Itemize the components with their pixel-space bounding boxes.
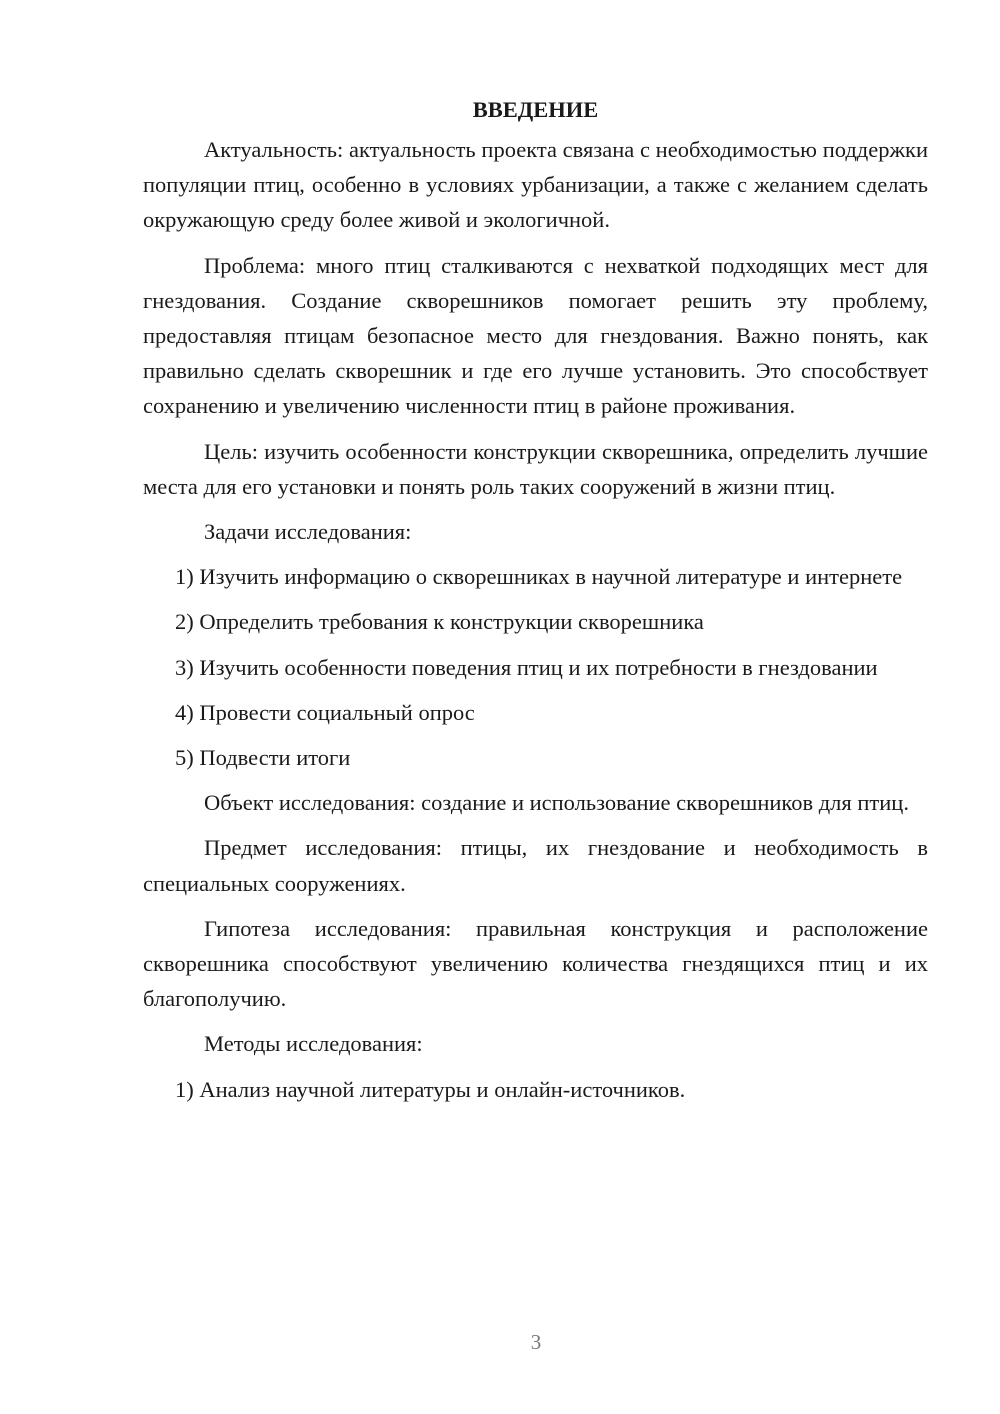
task-item-4: 4) Провести социальный опрос [175,699,475,725]
methods-title: Методы исследования: [204,1031,423,1057]
relevance-paragraph: Актуальность: актуальность проекта связана с необходимостью поддержки популяции птиц, особенно в условиях урбанизации, а также с желанием сделать окружающую среду более живой и экологичной. [143,137,928,233]
method-item-1: 1) Анализ научной литературы и онлайн-источников. [175,1076,686,1102]
subject-paragraph: Предмет исследования: птицы, их гнездование и необходимость в специальных сооружениях. [143,835,928,896]
problem-paragraph: Проблема: много птиц сталкиваются с нехваткой подходящих мест для гнездования. Создание скворешников помогает решить эту проблему, предоставляя птицам безопасное место для гнездования. Важно понять, как правильно сделать скворешник и где его лучше установить. Это способствует сохранению и увеличению численности птиц в районе проживания. [143,252,928,419]
hypothesis-paragraph: Гипотеза исследования: правильная конструкция и расположение скворешника способствуют увеличению количества гнездящихся птиц и их благополучию. [143,915,928,1012]
task-item-3: 3) Изучить особенности поведения птиц и их потребности в гнездовании [175,654,878,680]
object-paragraph: Объект исследования: создание и использование скворешников для птиц. [204,790,909,816]
page-content [143,92,928,1117]
task-item-5: 5) Подвести итоги [175,745,351,771]
tasks-title: Задачи исследования: [204,519,412,545]
goal-paragraph: Цель: изучить особенности конструкции скворешника, определить лучшие места для его установки и понять роль таких сооружений в жизни птиц. [143,438,928,499]
section-heading: ВВЕДЕНИЕ [472,97,599,122]
task-item-1: 1) Изучить информацию о скворешниках в научной литературе и интернете [175,564,903,590]
task-item-2: 2) Определить требования к конструкции скворешника [175,609,704,635]
page-number: 3 [530,1330,542,1354]
